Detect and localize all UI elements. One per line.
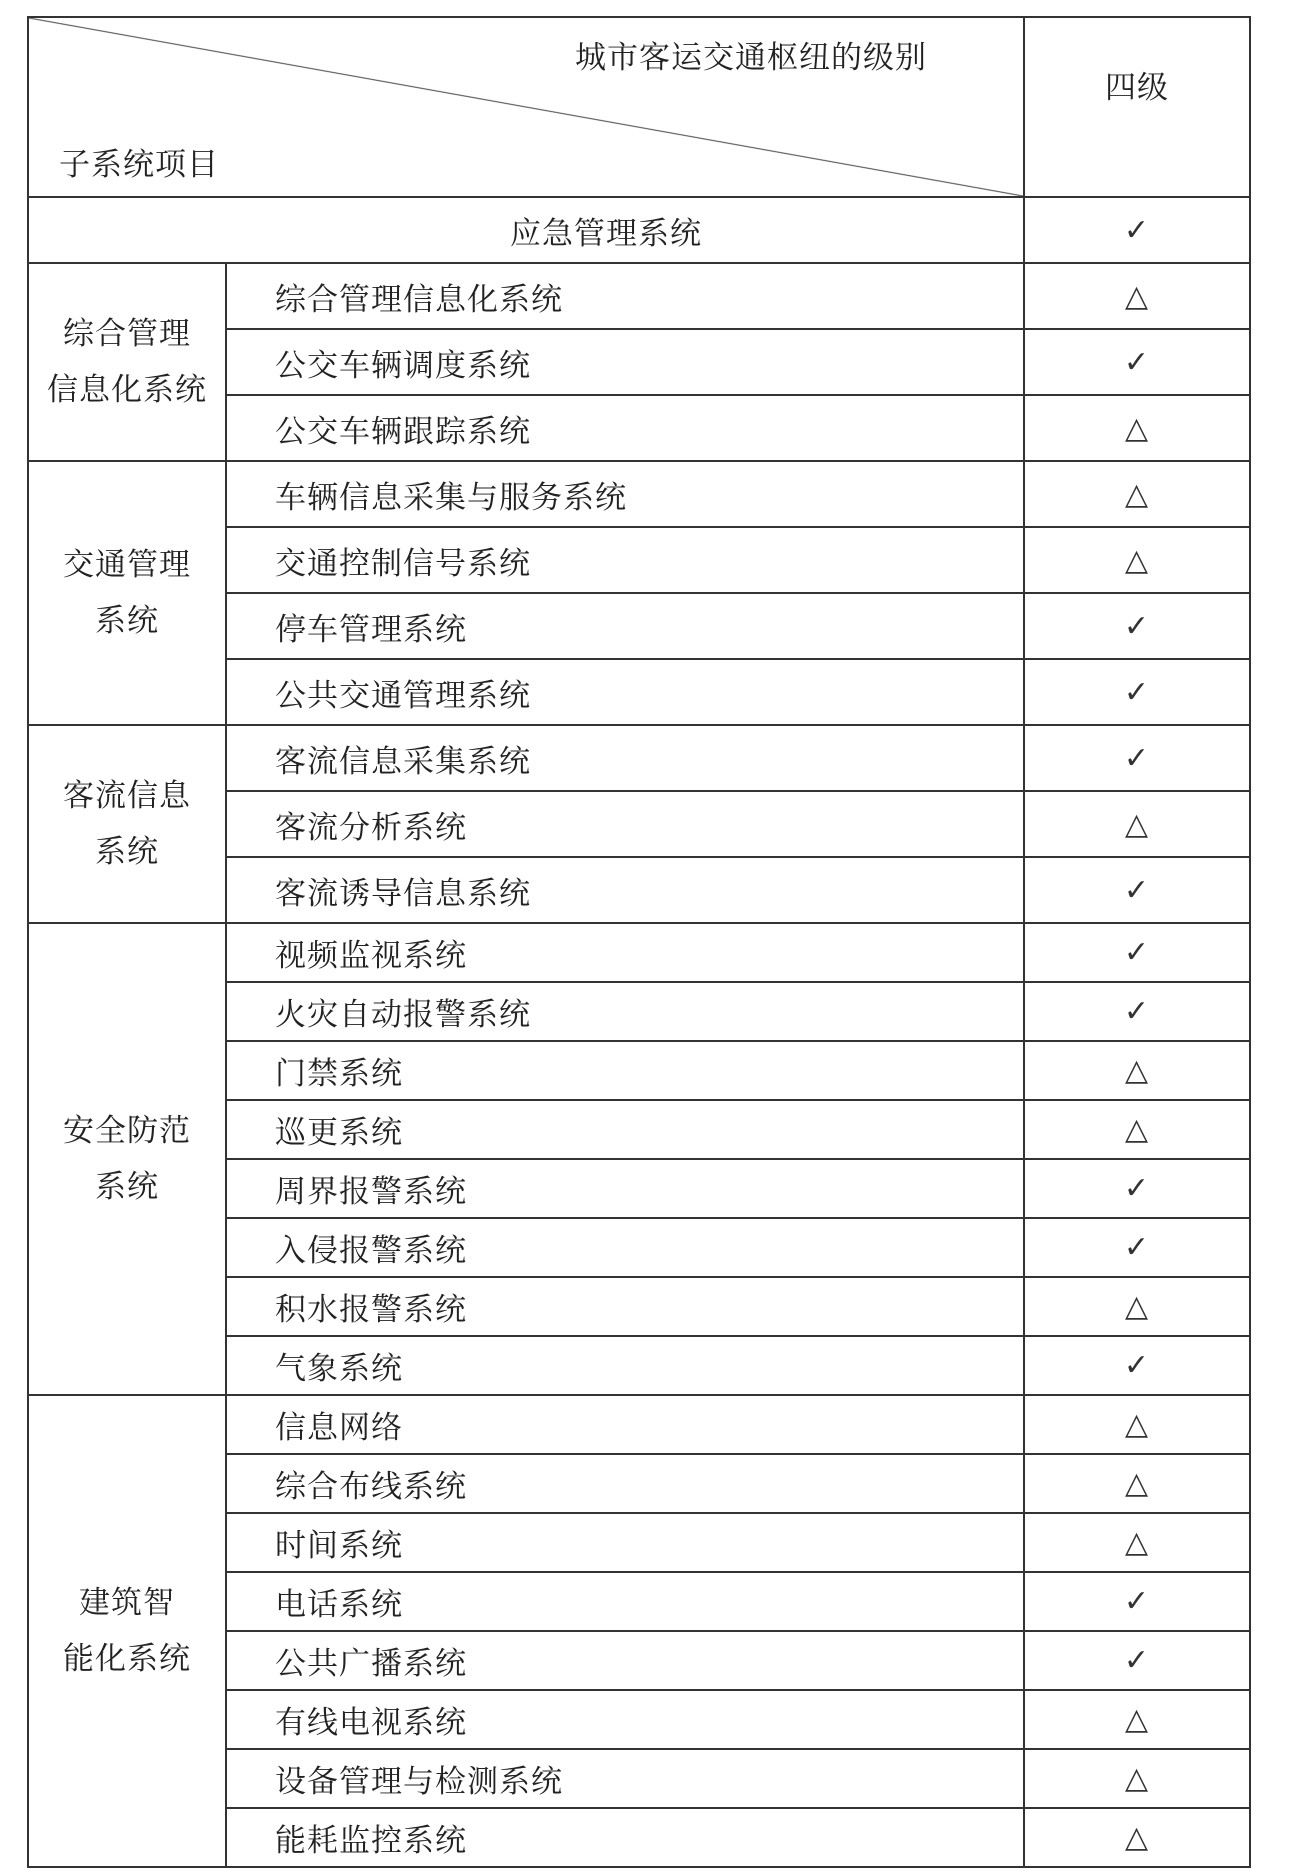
group-name-cell	[28, 923, 226, 1395]
subsystem-name: 公共广播系统	[226, 1631, 1024, 1690]
subsystem-name: 综合管理信息化系统	[226, 263, 1024, 329]
triangle-mark: △	[1024, 527, 1250, 593]
group-name-cell	[28, 263, 226, 461]
check-mark: ✓	[1024, 1159, 1250, 1218]
subsystem-name: 有线电视系统	[226, 1690, 1024, 1749]
subsystem-name: 能耗监控系统	[226, 1808, 1024, 1867]
check-mark: ✓	[1024, 725, 1250, 791]
subsystem-name: 视频监视系统	[226, 923, 1024, 982]
table-row	[28, 923, 1250, 982]
check-mark: ✓	[1024, 329, 1250, 395]
subsystem-name: 客流信息采集系统	[226, 725, 1024, 791]
subsystem-name: 综合布线系统	[226, 1454, 1024, 1513]
check-mark: ✓	[1024, 982, 1250, 1041]
check-mark: ✓	[1024, 1572, 1250, 1631]
diagonal-header-cell	[28, 17, 1024, 197]
triangle-mark: △	[1024, 263, 1250, 329]
subsystem-name: 客流分析系统	[226, 791, 1024, 857]
group-name-line: 建筑智	[79, 1585, 175, 1621]
subsystem-name: 公共交通管理系统	[226, 659, 1024, 725]
check-mark: ✓	[1024, 1631, 1250, 1690]
check-mark: ✓	[1024, 1218, 1250, 1277]
subsystem-label: 子系统项目	[59, 147, 219, 183]
table-row	[28, 461, 1250, 527]
group-name-cell	[28, 461, 226, 725]
table-body	[28, 17, 1250, 1867]
level-header: 四级	[1024, 17, 1250, 197]
subsystem-table	[27, 16, 1251, 1868]
subsystem-name: 设备管理与检测系统	[226, 1749, 1024, 1808]
subsystem-name: 车辆信息采集与服务系统	[226, 461, 1024, 527]
hub-level-label: 城市客运交通枢纽的级别	[575, 40, 927, 76]
emergency-row	[28, 197, 1250, 263]
subsystem-name: 公交车辆调度系统	[226, 329, 1024, 395]
triangle-mark: △	[1024, 461, 1250, 527]
group-name-line: 系统	[95, 603, 159, 639]
group-name-cell	[28, 1395, 226, 1867]
table-row	[28, 263, 1250, 329]
triangle-mark: △	[1024, 1100, 1250, 1159]
group-name-line: 系统	[95, 1169, 159, 1205]
subsystem-name: 门禁系统	[226, 1041, 1024, 1100]
triangle-mark: △	[1024, 1690, 1250, 1749]
check-mark: ✓	[1024, 923, 1250, 982]
group-name-line: 交通管理	[63, 547, 191, 583]
subsystem-name: 积水报警系统	[226, 1277, 1024, 1336]
triangle-mark: △	[1024, 1454, 1250, 1513]
subsystem-name: 停车管理系统	[226, 593, 1024, 659]
group-name-line: 信息化系统	[47, 372, 207, 408]
triangle-mark: △	[1024, 1277, 1250, 1336]
table-row	[28, 1395, 1250, 1454]
triangle-mark: △	[1024, 395, 1250, 461]
triangle-mark: △	[1024, 1749, 1250, 1808]
check-mark: ✓	[1024, 857, 1250, 923]
group-name-line: 客流信息	[63, 778, 191, 814]
subsystem-name: 时间系统	[226, 1513, 1024, 1572]
subsystem-name: 公交车辆跟踪系统	[226, 395, 1024, 461]
group-name-line: 系统	[95, 834, 159, 870]
subsystem-name: 气象系统	[226, 1336, 1024, 1395]
table-row	[28, 725, 1250, 791]
triangle-mark: △	[1024, 1041, 1250, 1100]
subsystem-name: 周界报警系统	[226, 1159, 1024, 1218]
subsystem-name: 巡更系统	[226, 1100, 1024, 1159]
triangle-mark: △	[1024, 1395, 1250, 1454]
triangle-mark: △	[1024, 791, 1250, 857]
check-mark: ✓	[1024, 1336, 1250, 1395]
subsystem-name: 信息网络	[226, 1395, 1024, 1454]
subsystem-name: 电话系统	[226, 1572, 1024, 1631]
subsystem-name: 入侵报警系统	[226, 1218, 1024, 1277]
group-name-cell	[28, 725, 226, 923]
header-row	[28, 17, 1250, 197]
triangle-mark: △	[1024, 1513, 1250, 1572]
check-mark: ✓	[1024, 659, 1250, 725]
subsystem-name: 交通控制信号系统	[226, 527, 1024, 593]
group-name-line: 安全防范	[63, 1113, 191, 1149]
check-mark: ✓	[1024, 593, 1250, 659]
group-name-line: 综合管理	[63, 316, 191, 352]
emergency-mark: ✓	[1024, 197, 1250, 263]
emergency-label: 应急管理系统	[28, 197, 1024, 263]
group-name-line: 能化系统	[63, 1641, 191, 1677]
triangle-mark: △	[1024, 1808, 1250, 1867]
subsystem-name: 火灾自动报警系统	[226, 982, 1024, 1041]
subsystem-name: 客流诱导信息系统	[226, 857, 1024, 923]
